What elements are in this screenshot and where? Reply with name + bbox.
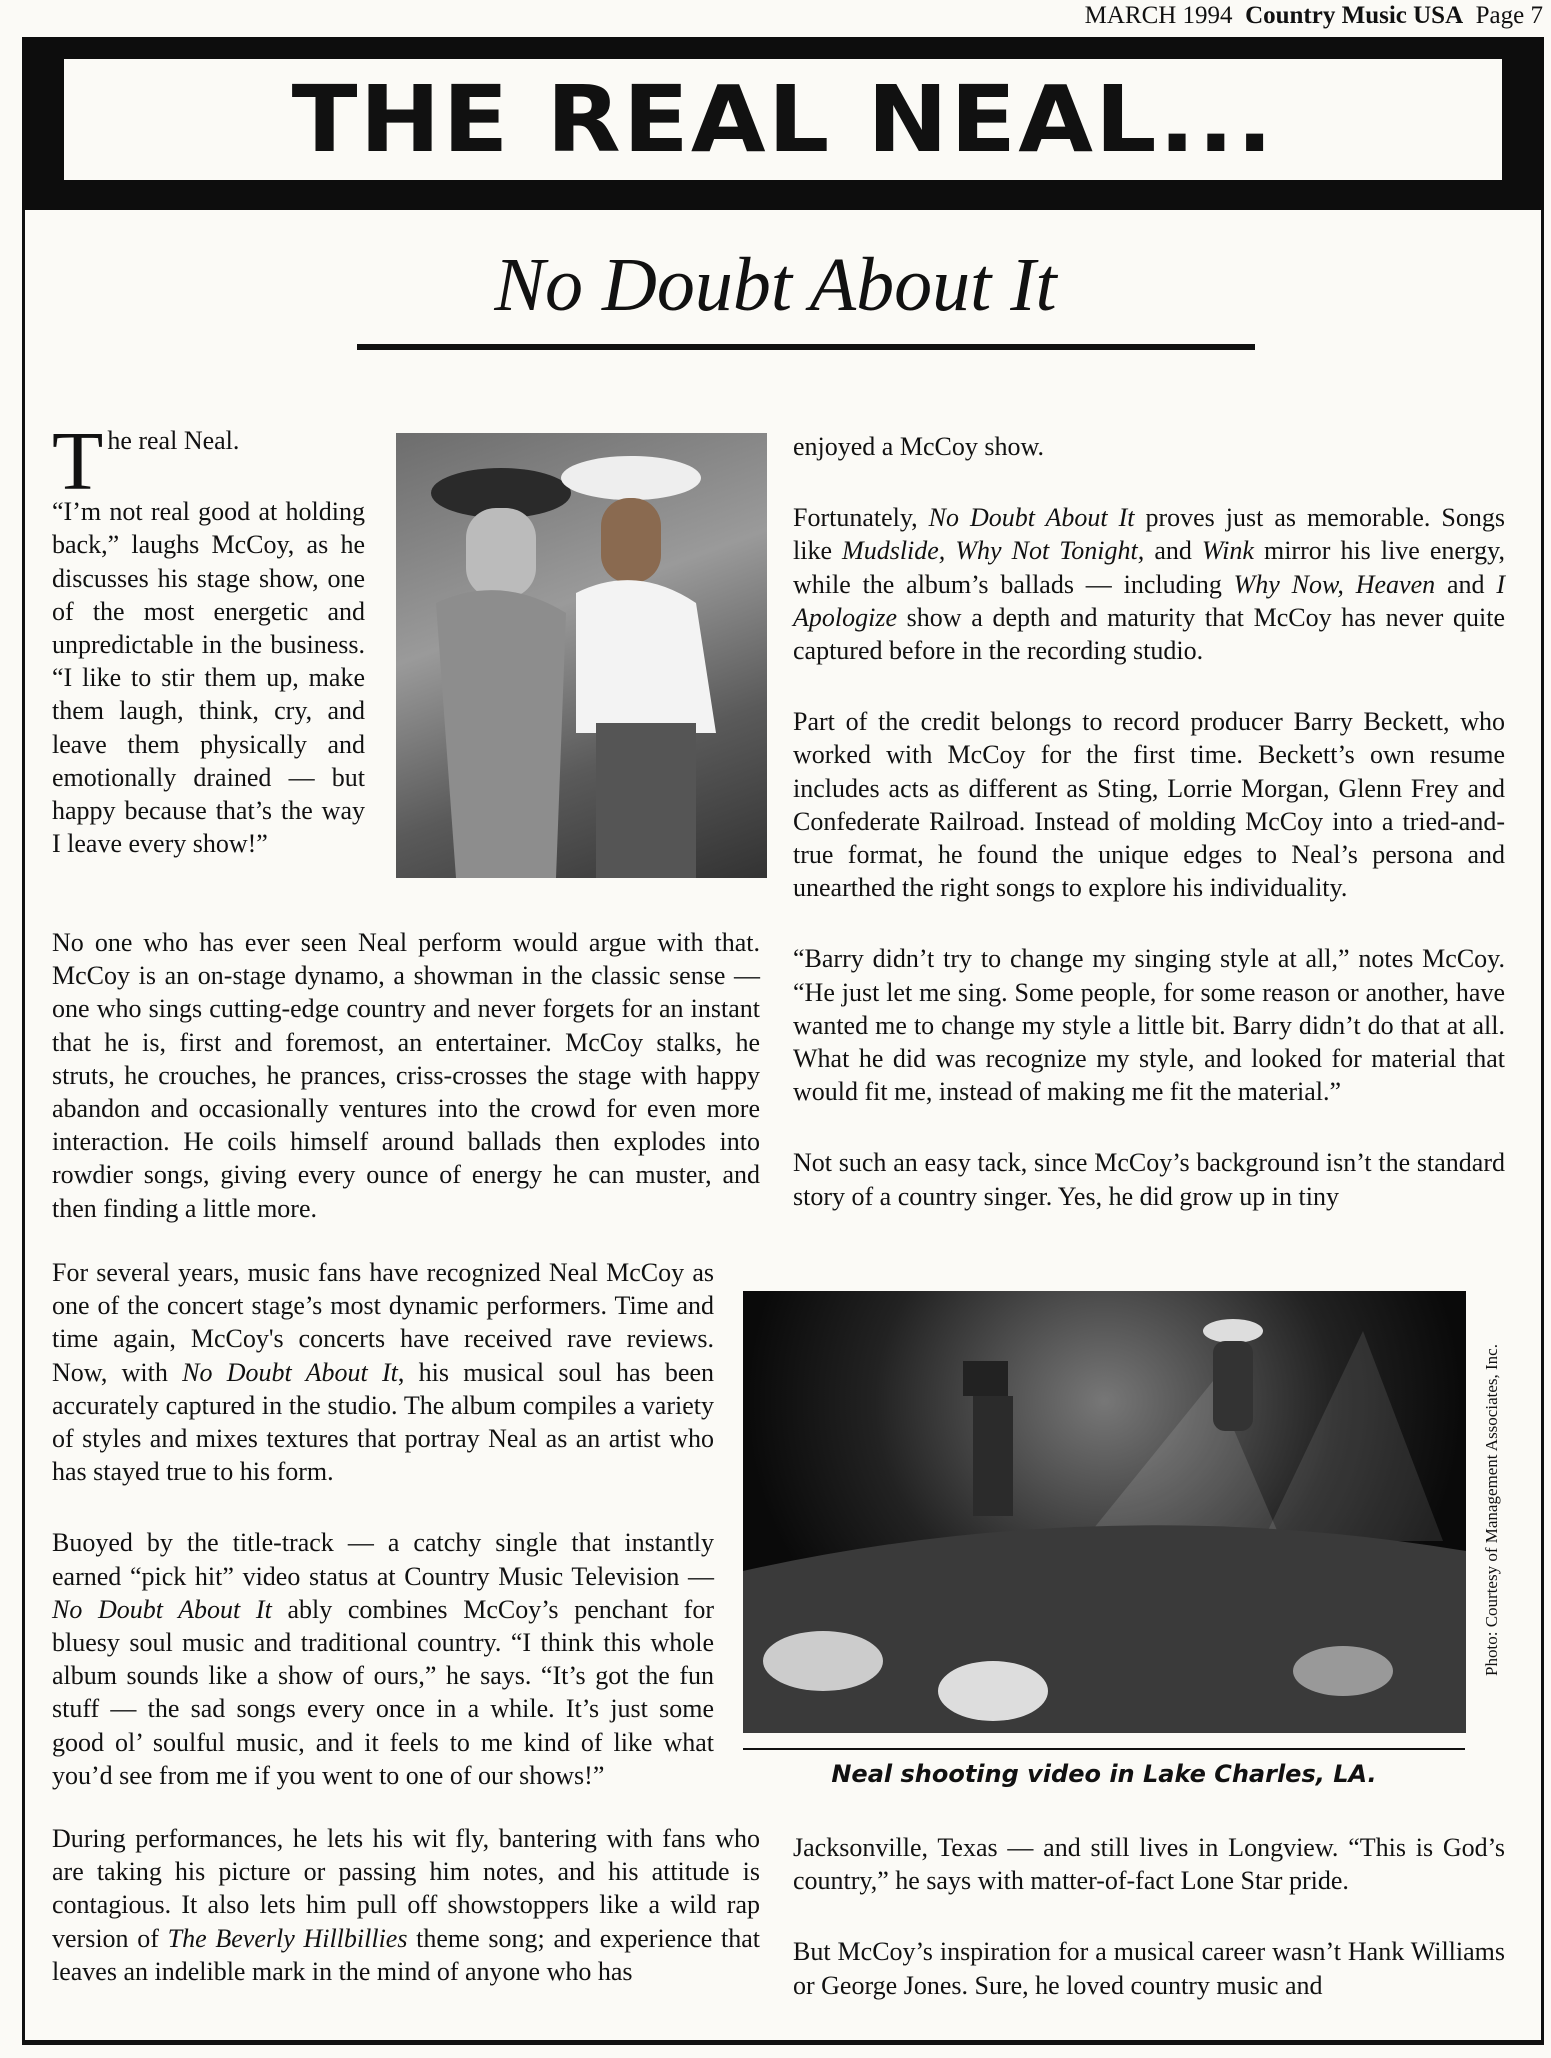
italic-title: Mudslide, Why Not Tonight,: [842, 536, 1145, 566]
right-column-bottom: [793, 1831, 1505, 2040]
text-run: For several years, music fans have recognized Neal McCoy as one of the concert stage’s most dynamic performers. Time and time again, McCoy's concerts have received rave reviews. Now, with: [52, 1258, 714, 1387]
text-run: Part of the credit belongs to record producer Barry Beckett, who worked with McCoy for the first time. Beckett’s own resume includes acts as different as Sting, Lorrie Morgan, Glenn Frey and Confederate Railroad. Instead of molding McCoy into a tried-and-true format, he found the unique edges to Neal’s persona and unearthed the right songs to explore his individuality.: [793, 707, 1505, 903]
text-run: and: [1144, 536, 1202, 566]
body-column-1: [52, 926, 760, 1263]
title-box: [64, 59, 1502, 180]
photo-concert-stage: [743, 1291, 1466, 1733]
paragraph: [52, 926, 760, 1225]
text-run: mirror his live energy, while the album’s ballads — including: [793, 536, 1505, 599]
paragraph: [52, 495, 365, 860]
text-run: “I’m not real good at holding back,” laughs McCoy, as he discusses his stage show, one of the most energetic and unpredictable in the business. “I like to stir them up, make them laugh, think, cry, and leave them physically and emotionally drained — but happy because that’s the way I leave every show!”: [52, 497, 365, 859]
photo-credit: Photo: Courtesy of Management Associates, Inc.: [1482, 1344, 1502, 1676]
page-number: Page 7: [1475, 2, 1543, 29]
paragraph: [793, 942, 1505, 1108]
text-run: show a depth and maturity that McCoy has never quite captured before in the recording studio.: [793, 602, 1505, 666]
italic-title: Why Now, Heaven: [1233, 569, 1436, 599]
text-run: Buoyed by the title-track — a catchy single that instantly earned “pick hit” video status at Country Music Television —: [52, 1528, 714, 1591]
italic-title: The Beverly Hillbillies: [167, 1923, 408, 1953]
italic-title: I Apologize: [793, 569, 1505, 632]
paragraph: [52, 1256, 714, 1488]
paragraph: [793, 1831, 1505, 1897]
paragraph: [793, 1146, 1505, 1212]
drop-cap: T: [52, 415, 104, 508]
text-run: he real Neal.: [107, 426, 240, 455]
masthead: [1085, 2, 1543, 30]
text-run: proves just as memorable. Songs like: [793, 503, 1505, 566]
italic-title: No Doubt About It: [928, 503, 1135, 533]
text-run: “Barry didn’t try to change my singing style at all,” notes McCoy. “He just let me sing. Some people, for some reason or another, have wanted me to change my style a little bit. Barry didn’t do that at all. What he did was recognize my style, and looked for material that would fit me, instead of making me fit the material.”: [793, 944, 1505, 1107]
italic-title: No Doubt About It: [182, 1357, 398, 1387]
text-run: and: [1435, 569, 1497, 599]
intro-column: [52, 415, 365, 898]
subheadline: No Doubt About It: [494, 243, 1057, 327]
paragraph: [793, 430, 1505, 463]
italic-title: No Doubt About It: [52, 1594, 272, 1624]
body-column-3: [52, 1822, 760, 2026]
text-run: During performances, he lets his wit fly, bantering with fans who are taking his picture or passing him notes, and his attitude is contagious. It also lets him pull off showstoppers like a wild rap version of: [52, 1824, 760, 1953]
text-run: But McCoy’s inspiration for a musical career wasn’t Hank Williams or George Jones. Sure, he loved country music and: [793, 1937, 1505, 2000]
body-column-2: [52, 1256, 714, 1830]
publication-name: Country Music USA: [1245, 2, 1464, 29]
photo-caption: Neal shooting video in Lake Charles, LA.: [831, 1760, 1377, 1788]
paragraph: [52, 1822, 760, 1988]
headline: THE REAL NEAL...: [291, 66, 1275, 173]
text-run: enjoyed a McCoy show.: [793, 432, 1045, 461]
italic-title: Wink: [1201, 536, 1254, 566]
photo-neal-with-statue: [396, 433, 767, 878]
subheadline-rule: [357, 344, 1255, 350]
paragraph: [52, 1526, 714, 1792]
text-run: theme song; and experience that leaves an indelible mark in the mind of anyone who has: [52, 1923, 760, 1986]
paragraph: [793, 705, 1505, 904]
text-run: Jacksonville, Texas — and still lives in Longview. “This is God’s country,” he says with matter-of-fact Lone Star pride.: [793, 1833, 1505, 1896]
text-run: Fortunately,: [793, 503, 929, 533]
right-column-top: [793, 430, 1505, 1251]
text-run: , his musical soul has been accurately captured in the studio. The album compiles a variety of styles and mixes textures that portray Neal as an artist who has stayed true to his form.: [52, 1357, 714, 1487]
text-run: No one who has ever seen Neal perform would argue with that. McCoy is an on-stage dynamo, a showman in the classic sense — one who sings cutting-edge country and never forgets for an instant that he is, first and foremost, an entertainer. McCoy stalks, he struts, he crouches, he prances, criss-crosses the stage with happy abandon and occasionally ventures into the crowd for even more interaction. He coils himself around ballads then explodes into rowdier songs, giving every ounce of energy he can muster, and then finding a little more.: [52, 928, 760, 1223]
paragraph: [793, 1935, 1505, 2001]
text-run: Not such an easy tack, since McCoy’s background isn’t the standard story of a country singer. Yes, he did grow up in tiny: [793, 1148, 1505, 1211]
caption-rule: [743, 1748, 1465, 1750]
paragraph: [793, 501, 1505, 667]
text-run: ably combines McCoy’s penchant for bluesy soul music and traditional country. “I think this whole album sounds like a show of ours,” he says. “It’s got the fun stuff — the sad songs every once in a while. It’s just some good ol’ soulful music, and it feels to me kind of like what you’d see from me if you went to one of our shows!”: [52, 1594, 715, 1790]
issue-date: MARCH 1994: [1084, 2, 1233, 29]
